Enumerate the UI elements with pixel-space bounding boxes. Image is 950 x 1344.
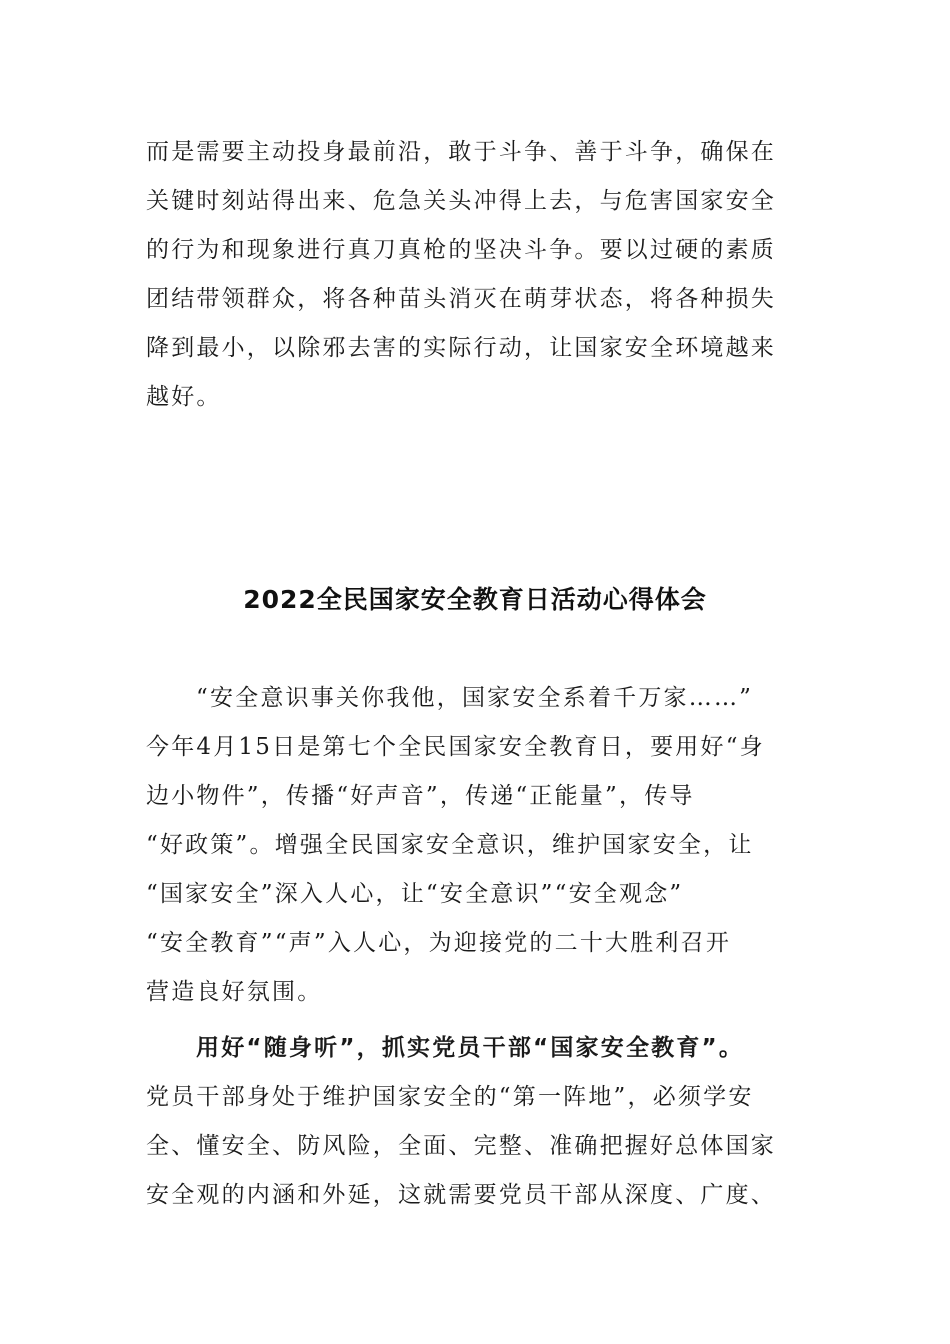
text-line: 关键时刻站得出来、危急关头冲得上去，与危害国家安全 — [146, 188, 776, 214]
text-line: 营造良好氛围。 — [146, 979, 323, 1005]
text-line: 全、懂安全、防风险，全面、完整、准确把握好总体国家 — [146, 1133, 776, 1159]
paragraph-continued — [146, 128, 806, 422]
paragraph-intro — [146, 674, 806, 1017]
text-line: 今年4月15日是第七个全民国家安全教育日，要用好“身 — [146, 734, 765, 760]
text-line: 党员干部身处于维护国家安全的“第一阵地”，必须学安 — [146, 1084, 754, 1110]
text-line: 团结带领群众，将各种苗头消灭在萌芽状态，将各种损失 — [146, 286, 776, 312]
text-line: 而是需要主动投身最前沿，敢于斗争、善于斗争，确保在 — [146, 139, 776, 165]
text-line: 越好。 — [146, 384, 222, 410]
document-title: 2022全民国家安全教育日活动心得体会 — [243, 585, 707, 614]
paragraph-section — [146, 1024, 806, 1220]
text-line: “安全意识事关你我他，国家安全系着千万家……” — [196, 685, 754, 711]
text-line: “好政策”。增强全民国家安全意识，维护国家安全，让 — [146, 832, 754, 858]
text-line: 边小物件”，传播“好声音”，传递“正能量”，传导 — [146, 783, 695, 809]
text-line: 安全观的内涵和外延，这就需要党员干部从深度、广度、 — [146, 1182, 776, 1208]
text-line: “安全教育”“声”入人心，为迎接党的二十大胜利召开 — [146, 930, 732, 956]
text-line: “国家安全”深入人心，让“安全意识”“安全观念” — [146, 881, 684, 907]
section-heading: 用好“随身听”，抓实党员干部“国家安全教育”。 — [196, 1035, 745, 1061]
text-line: 降到最小，以除邪去害的实际行动，让国家安全环境越来 — [146, 335, 776, 361]
text-line: 的行为和现象进行真刀真枪的坚决斗争。要以过硬的素质 — [146, 237, 776, 263]
